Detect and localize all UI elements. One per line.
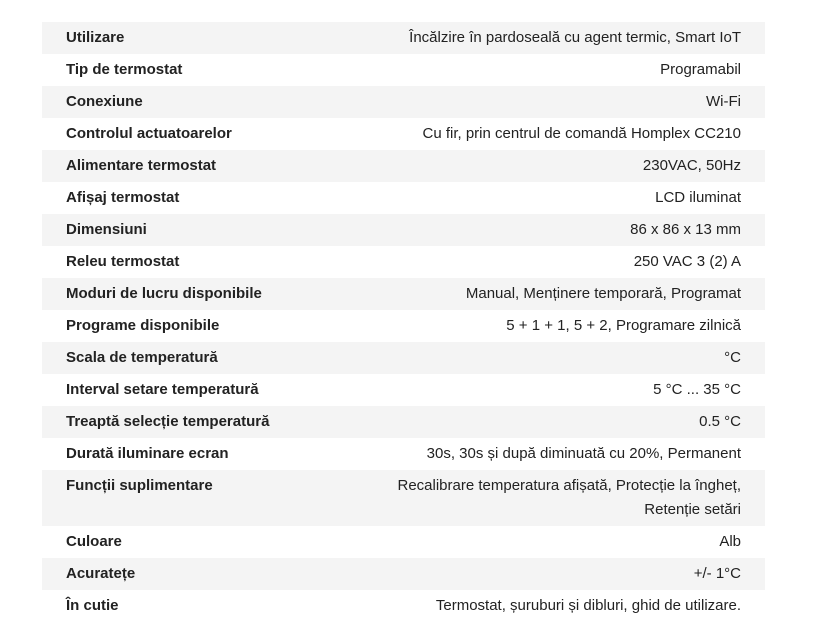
spec-value: 30s, 30s și după diminuată cu 20%, Permanent bbox=[330, 438, 765, 470]
spec-value: Wi-Fi bbox=[330, 86, 765, 118]
spec-value: Recalibrare temperatura afișată, Protecție la îngheț, Retenție setări bbox=[330, 470, 765, 526]
spec-row-utilizare bbox=[42, 22, 765, 54]
spec-value: 5 + 1 + 1, 5 + 2, Programare zilnică bbox=[330, 310, 765, 342]
spec-row-alimentare bbox=[42, 150, 765, 182]
spec-row-moduri-lucru bbox=[42, 278, 765, 310]
spec-label: Treaptă selecție temperatură bbox=[42, 406, 330, 438]
spec-label: Interval setare temperatură bbox=[42, 374, 330, 406]
spec-row-releu bbox=[42, 246, 765, 278]
spec-row-functii-suplimentare bbox=[42, 470, 765, 526]
spec-row-durata-iluminare bbox=[42, 438, 765, 470]
spec-label: Culoare bbox=[42, 526, 330, 558]
spec-row-control-actuatoare bbox=[42, 118, 765, 150]
spec-row-treapta-selectie bbox=[42, 406, 765, 438]
spec-row-culoare bbox=[42, 526, 765, 558]
spec-value: 5 °C ... 35 °C bbox=[330, 374, 765, 406]
spec-value: 230VAC, 50Hz bbox=[330, 150, 765, 182]
spec-label: Tip de termostat bbox=[42, 54, 330, 86]
spec-value: Manual, Menținere temporară, Programat bbox=[330, 278, 765, 310]
spec-value: Termostat, șuruburi și dibluri, ghid de utilizare. bbox=[330, 590, 765, 622]
spec-row-interval-temperatura bbox=[42, 374, 765, 406]
spec-value: Încălzire în pardoseală cu agent termic, Smart IoT bbox=[330, 22, 765, 54]
spec-label: Conexiune bbox=[42, 86, 330, 118]
spec-row-scala-temperatura bbox=[42, 342, 765, 374]
spec-label: Alimentare termostat bbox=[42, 150, 330, 182]
spec-value: Alb bbox=[330, 526, 765, 558]
spec-label: Controlul actuatoarelor bbox=[42, 118, 330, 150]
spec-label: Dimensiuni bbox=[42, 214, 330, 246]
spec-label: Releu termostat bbox=[42, 246, 330, 278]
spec-value: +/- 1°C bbox=[330, 558, 765, 590]
spec-value: 0.5 °C bbox=[330, 406, 765, 438]
spec-label: În cutie bbox=[42, 590, 330, 622]
spec-value: 86 x 86 x 13 mm bbox=[330, 214, 765, 246]
spec-row-tip-termostat bbox=[42, 54, 765, 86]
spec-row-acuratete bbox=[42, 558, 765, 590]
spec-label: Acuratețe bbox=[42, 558, 330, 590]
spec-value: Programabil bbox=[330, 54, 765, 86]
specifications-table bbox=[42, 22, 765, 622]
spec-label: Scala de temperatură bbox=[42, 342, 330, 374]
spec-label: Moduri de lucru disponibile bbox=[42, 278, 330, 310]
spec-value: Cu fir, prin centrul de comandă Homplex CC210 bbox=[330, 118, 765, 150]
spec-value: °C bbox=[330, 342, 765, 374]
spec-label: Programe disponibile bbox=[42, 310, 330, 342]
spec-row-dimensiuni bbox=[42, 214, 765, 246]
spec-row-afisaj bbox=[42, 182, 765, 214]
spec-label: Durată iluminare ecran bbox=[42, 438, 330, 470]
spec-label: Utilizare bbox=[42, 22, 330, 54]
spec-row-in-cutie bbox=[42, 590, 765, 622]
spec-label: Afișaj termostat bbox=[42, 182, 330, 214]
spec-value: LCD iluminat bbox=[330, 182, 765, 214]
spec-row-programe bbox=[42, 310, 765, 342]
spec-label: Funcții suplimentare bbox=[42, 470, 330, 526]
spec-row-conexiune bbox=[42, 86, 765, 118]
spec-value: 250 VAC 3 (2) A bbox=[330, 246, 765, 278]
